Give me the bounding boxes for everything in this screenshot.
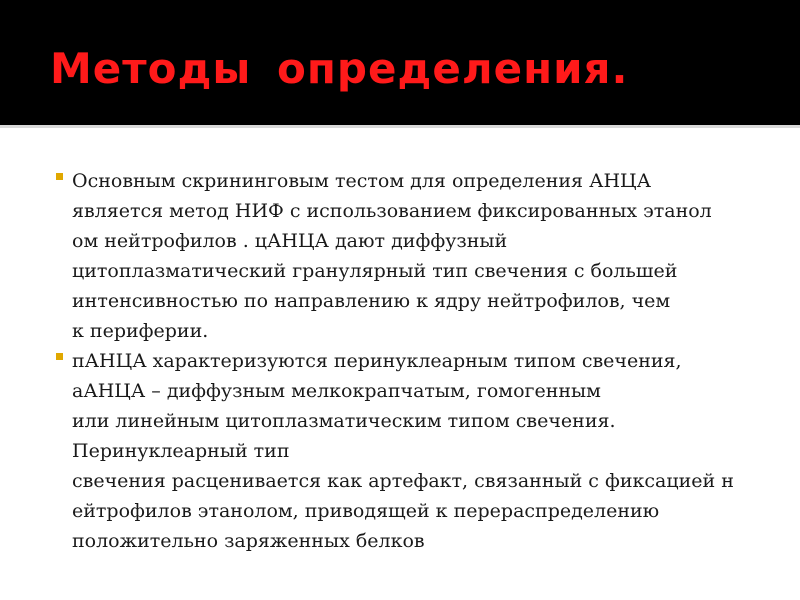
slide-content: [0, 128, 800, 600]
bullet-marker: [56, 173, 63, 180]
bullet-2-line-7: положительно заряженных белков: [72, 530, 425, 552]
bullet-1-line-2: является метод НИФ с использованием фиксированных этанол: [72, 200, 712, 222]
bullet-2-line-4: Перинуклеарный тип: [72, 440, 290, 462]
bullet-1-line-1: Основным скрининговым тестом для определения АНЦА: [72, 170, 651, 192]
bullet-2-line-5: свечения расценивается как артефакт, связанный с фиксацией н: [72, 470, 734, 492]
title-bar: [0, 0, 800, 125]
bullet-2-line-2: аАНЦА – диффузным мелкокрапчатым, гомогенным: [72, 380, 601, 402]
bullet-2-line-3: или линейным цитоплазматическим типом свечения.: [72, 410, 616, 432]
bullet-2-line-6: ейтрофилов этанолом, приводящей к перераспределению: [72, 500, 660, 522]
bullet-1-line-5: интенсивностью по направлению к ядру нейтрофилов, чем: [72, 290, 671, 312]
bullet-1-line-6: к периферии.: [72, 320, 209, 342]
bullet-1-line-4: цитоплазматический гранулярный тип свечения с большей: [72, 260, 678, 282]
bullet-1-line-3: ом нейтрофилов . цАНЦА дают диффузный: [72, 230, 508, 252]
bullet-2-line-1: пАНЦА характеризуются перинуклеарным типом свечения,: [72, 350, 682, 372]
bullet-marker: [56, 353, 63, 360]
slide-title: Методы определения.: [50, 44, 629, 93]
